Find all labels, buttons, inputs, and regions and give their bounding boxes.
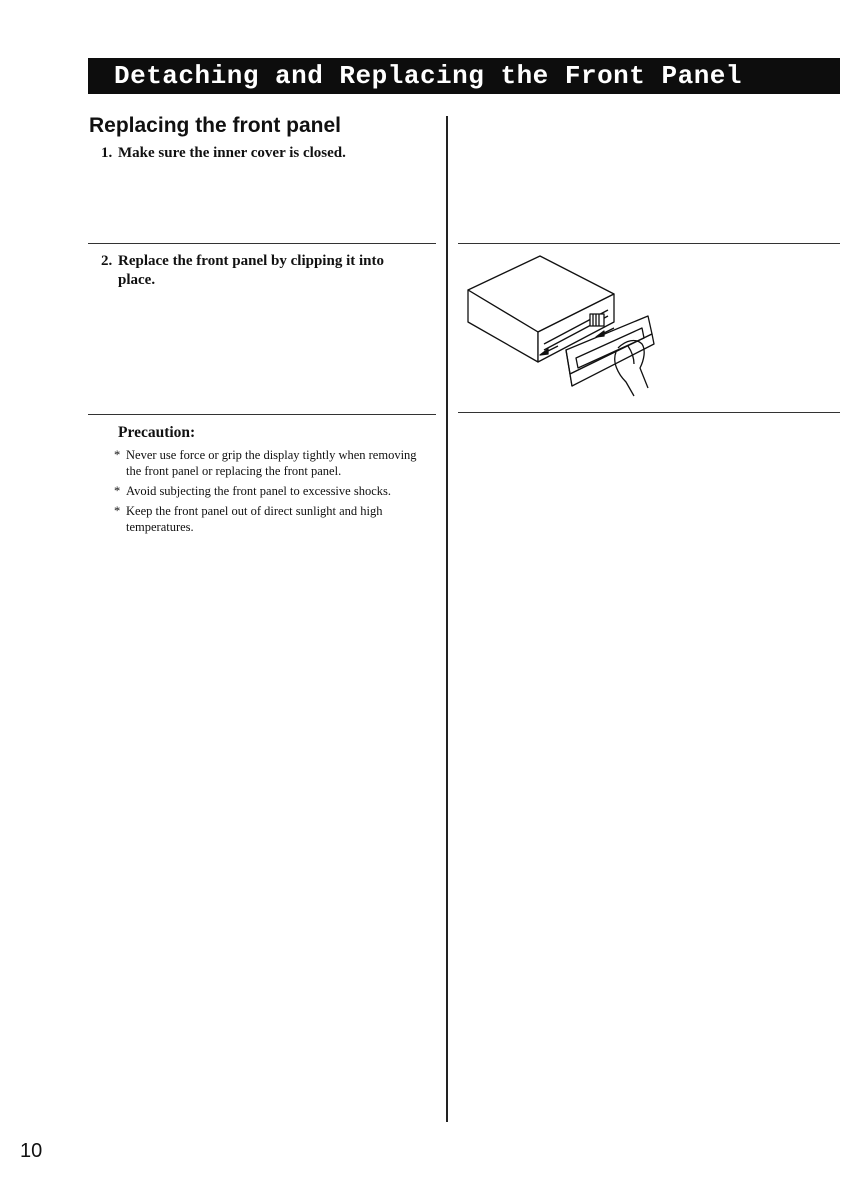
list-item bbox=[114, 483, 434, 499]
row-rule-right-2 bbox=[458, 412, 840, 413]
list-item bbox=[114, 503, 434, 535]
row-rule-right bbox=[458, 243, 840, 244]
bullet-star: * bbox=[114, 484, 121, 498]
column-divider bbox=[446, 116, 448, 1122]
row-rule-left bbox=[88, 243, 436, 244]
step-number: 1. bbox=[101, 145, 113, 161]
section-title: Replacing the front panel bbox=[89, 114, 342, 137]
list-item-text: Keep the front panel out of direct sunlight and high temperatures. bbox=[126, 504, 383, 534]
step-text: Replace the front panel by clipping it into place. bbox=[118, 253, 384, 288]
bullet-star: * bbox=[114, 504, 121, 518]
precaution-list bbox=[114, 447, 434, 539]
precaution-title: Precaution: bbox=[118, 424, 196, 441]
front-panel-attach-illustration bbox=[458, 250, 668, 400]
list-item bbox=[114, 447, 434, 479]
chapter-banner: Detaching and Replacing the Front Panel bbox=[88, 58, 840, 94]
step-number: 2. bbox=[101, 253, 113, 269]
step-1 bbox=[101, 144, 431, 163]
bullet-star: * bbox=[114, 448, 121, 462]
step-text: Make sure the inner cover is closed. bbox=[118, 145, 346, 161]
step-2 bbox=[101, 252, 421, 290]
page-number: 10 bbox=[20, 1140, 43, 1162]
list-item-text: Never use force or grip the display tightly when removing the front panel or replacing the front panel. bbox=[126, 448, 417, 478]
row-rule-left-2 bbox=[88, 414, 436, 415]
list-item-text: Avoid subjecting the front panel to excessive shocks. bbox=[126, 484, 391, 498]
